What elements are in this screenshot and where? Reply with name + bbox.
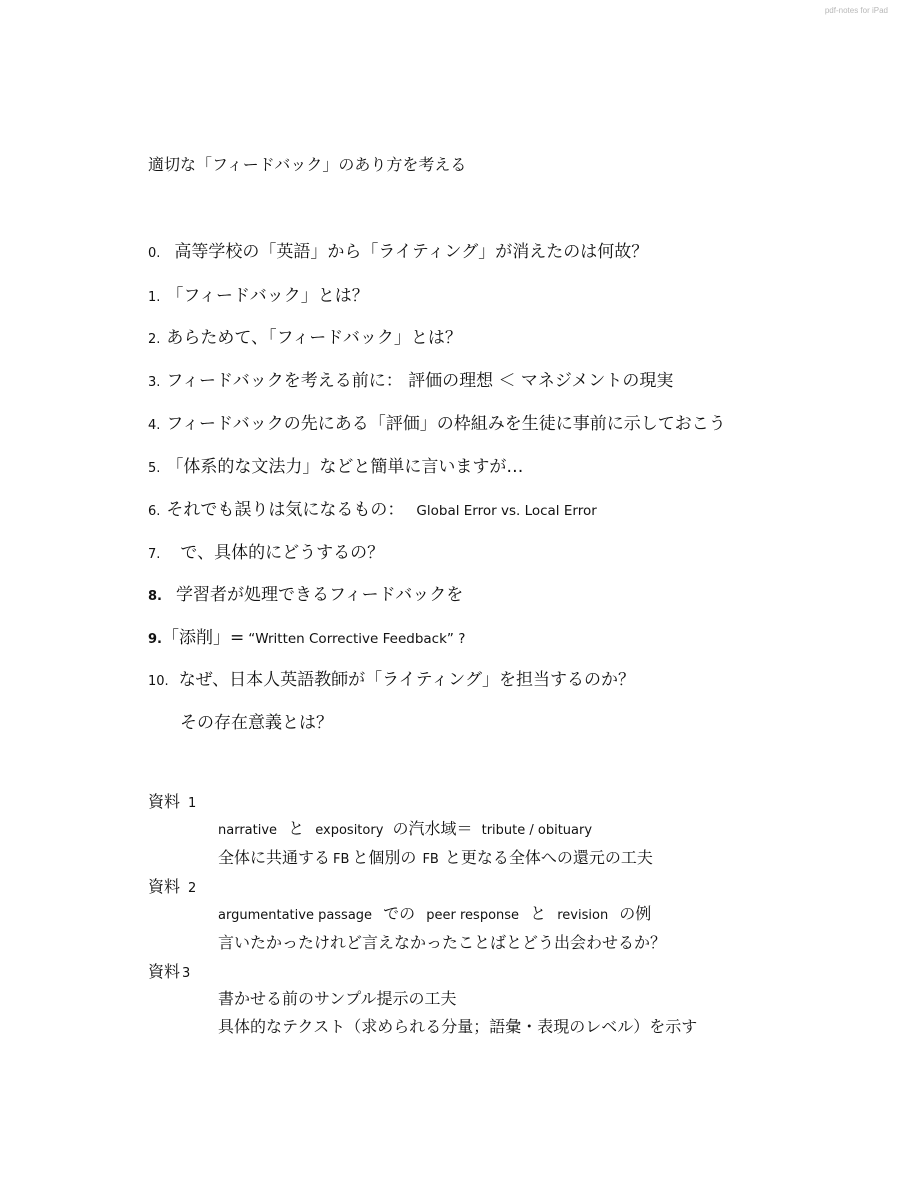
reference-number: 2 (188, 881, 197, 896)
reference-3-line-1: 書かせる前のサンプル提示の工夫 (218, 989, 457, 1008)
item-text: 高等学校の「英語」から「ライティング」が消えたのは何故？ (174, 242, 649, 262)
ref-latin: FB (333, 852, 350, 867)
item-text: 「添削」= (161, 628, 245, 648)
item-number: 5. (148, 461, 161, 476)
item-latin-text: Global Error vs. Local Error (416, 503, 597, 519)
ref-text: での (383, 904, 416, 923)
item-number: 4. (148, 418, 161, 433)
item-text: それでも誤りは気になるもの： (166, 500, 405, 520)
ref-text: と個別の (352, 848, 417, 867)
reference-number: 1 (188, 796, 197, 811)
reference-1-line-2 (218, 845, 653, 868)
ref-latin: argumentative passage (218, 908, 373, 923)
reference-number: 3 (182, 966, 191, 981)
item-text: 学習者が処理できるフィードバックを (175, 585, 464, 605)
ref-text: の汽水域＝ (392, 819, 473, 838)
outline-item-7 (148, 538, 384, 563)
outline-item-8 (148, 580, 463, 605)
item-text: あらためて、「フィードバック」とは？ (166, 328, 462, 348)
watermark-text: pdf-notes for iPad (824, 6, 888, 15)
ref-text: と更なる全体への還元の工夫 (444, 848, 653, 867)
item-latin-text: “Written Corrective Feedback” ? (248, 631, 466, 647)
ref-text: と (530, 904, 547, 923)
outline-item-10 (148, 665, 635, 690)
reference-2-line-2: 言いたかったけれど言えなかったことばとどう出会わせるか？ (218, 933, 667, 952)
ref-latin: narrative (218, 823, 278, 838)
reference-2-line-1 (218, 901, 651, 924)
reference-heading-3 (148, 959, 190, 982)
ref-latin: expository (315, 823, 384, 838)
item-number: 6. (148, 504, 161, 519)
ref-text: の例 (619, 904, 652, 923)
outline-item-10-continuation: その存在意義とは？ (180, 713, 333, 733)
item-number: 2. (148, 332, 161, 347)
outline-item-2 (148, 323, 462, 348)
item-text: 「体系的な文法力」などと簡単に言いますが… (166, 457, 524, 477)
item-text: フィードバックの先にある「評価」の枠組みを生徒に事前に示しておこう (166, 414, 726, 434)
item-text: で、具体的にどうするの？ (180, 543, 385, 563)
item-number: 1. (148, 290, 161, 305)
outline-item-4 (148, 409, 726, 434)
outline-item-1 (148, 281, 369, 306)
outline-item-5 (148, 452, 523, 477)
item-number: 9. (148, 632, 162, 647)
document-title: 適切な「フィードバック」のあり方を考える (148, 155, 467, 174)
reference-heading-1 (148, 789, 196, 812)
item-text: フィードバックを考える前に： 評価の理想 ＜ マネジメントの現実 (166, 371, 674, 391)
ref-latin: tribute / obituary (481, 823, 593, 838)
reference-3-line-2: 具体的なテクスト（求められる分量；語彙・表現のレベル）を示す (218, 1017, 698, 1036)
outline-item-9 (148, 623, 465, 648)
ref-text: 全体に共通する (218, 848, 331, 867)
item-text: 「フィードバック」とは？ (166, 286, 369, 306)
reference-label: 資料 (148, 792, 181, 811)
reference-1-line-1 (218, 816, 592, 839)
reference-label: 資料 (148, 962, 181, 981)
item-number: 7. (148, 547, 161, 562)
ref-text: と (288, 819, 305, 838)
outline-item-6 (148, 495, 597, 520)
ref-latin: FB (422, 852, 439, 867)
item-number: 3. (148, 375, 161, 390)
outline-item-3 (148, 366, 673, 391)
reference-heading-2 (148, 874, 196, 897)
item-text: なぜ、日本人英語教師が「ライティング」を担当するのか？ (178, 670, 635, 690)
ref-latin: peer response (426, 908, 520, 923)
item-number: 10. (148, 674, 169, 689)
reference-label: 資料 (148, 877, 181, 896)
ref-latin: revision (557, 908, 609, 923)
outline-item-0 (148, 237, 648, 262)
item-number: 0. (148, 246, 161, 261)
item-number: 8. (148, 589, 162, 604)
